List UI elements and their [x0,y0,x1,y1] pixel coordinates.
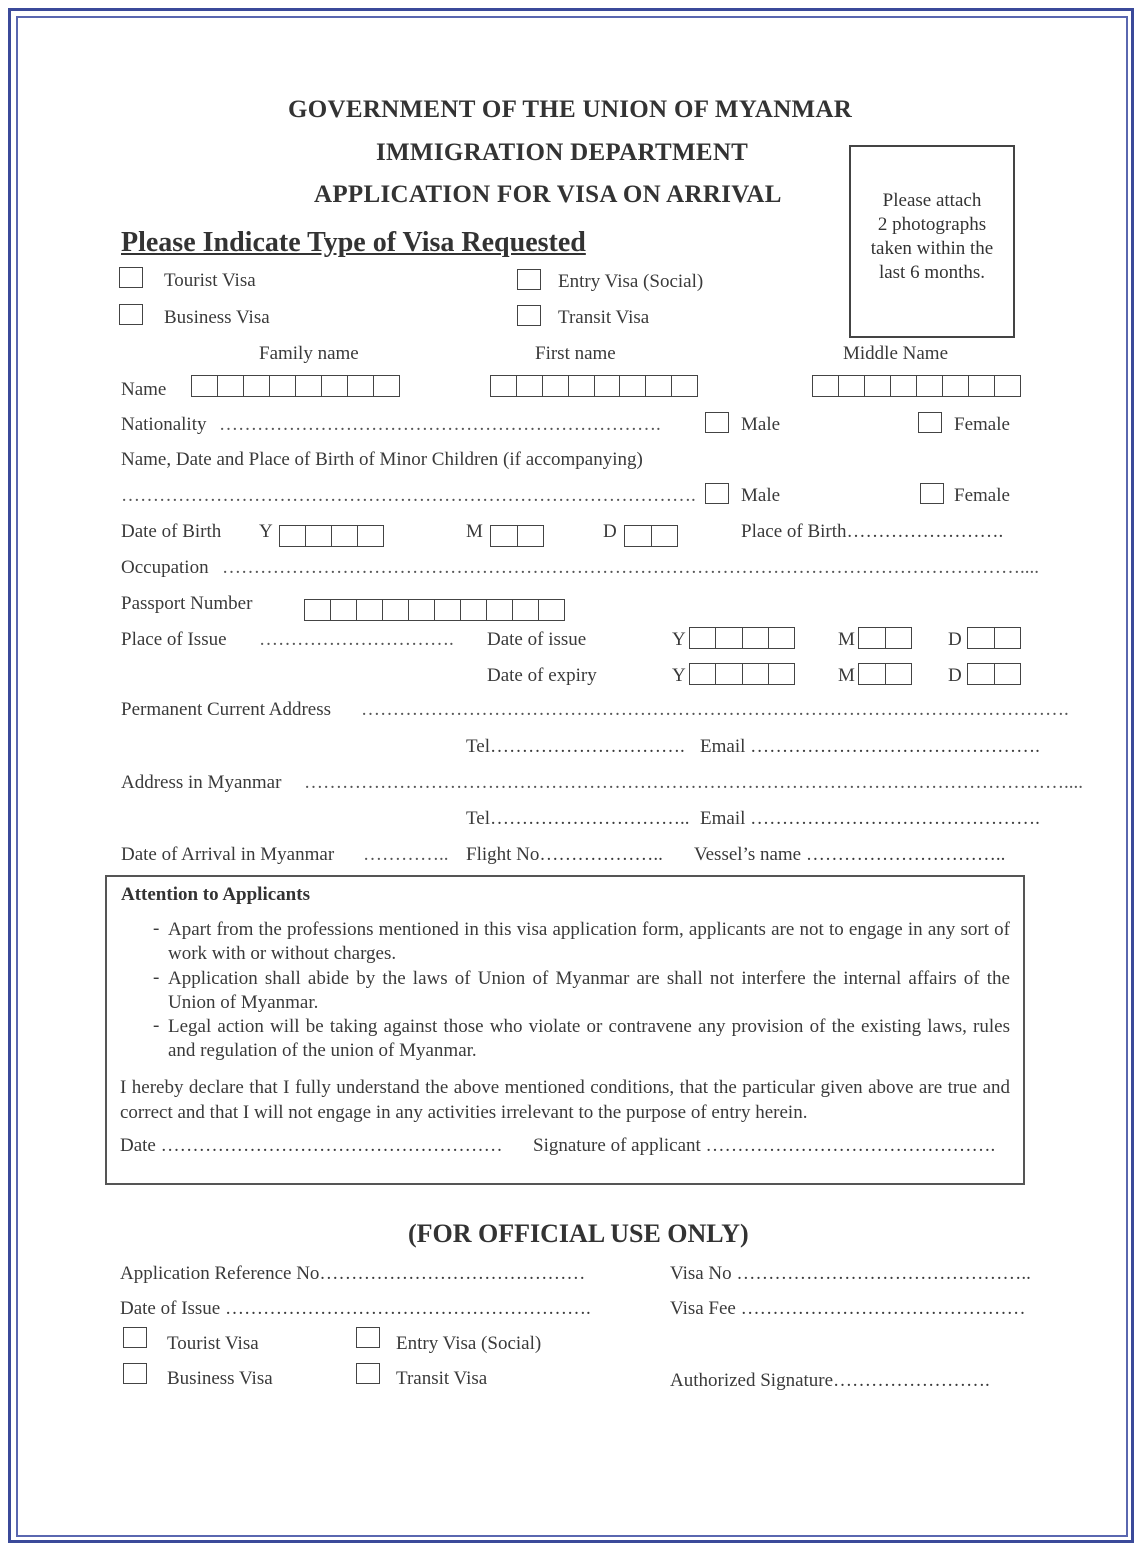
photo-attachment-box[interactable] [849,145,1015,338]
minor-male-checkbox[interactable] [705,483,729,504]
nationality-field[interactable]: ……………………………………………………………. [219,414,661,435]
transit-visa-checkbox[interactable] [517,305,541,326]
minor-female-checkbox[interactable] [920,483,944,504]
minor-female-label: Female [954,485,1010,506]
official-use-title: (FOR OFFICIAL USE ONLY) [408,1219,749,1248]
permanent-address-field[interactable]: …………………………………………………………………………………………………. [361,699,1069,720]
dob-label: Date of Birth [121,521,222,542]
place-of-issue-label: Place of Issue [121,629,227,650]
transit-visa-label: Transit Visa [558,307,650,328]
myanmar-address-label: Address in Myanmar [121,772,282,793]
nationality-label: Nationality [121,414,207,435]
permanent-email-field[interactable]: Email ………………………………………. [700,736,1040,757]
permanent-tel-field[interactable]: Tel…………………………. [466,736,685,757]
attention-bullet: Apart from the professions mentioned in this visa application form, applicants are not to engage in any sort of work with or without charges. [168,919,1010,964]
arrival-date-field[interactable]: ………….. [363,844,449,865]
attention-title: Attention to Applicants [121,884,310,905]
minor-children-field[interactable]: ………………………………………………………………………………. [121,485,696,506]
entry-visa-label: Entry Visa (Social) [558,271,704,292]
family-name-input[interactable] [191,375,400,397]
dob-year-label: Y [259,521,273,542]
declaration-date-field[interactable]: Date ……………………………………………… [120,1135,503,1156]
visa-type-title: Please Indicate Type of Visa Requested [121,227,586,258]
declaration-text: I hereby declare that I fully understand the above mentioned conditions, that the particular given above are true and correct and that I will not engage in any activities irrelevant to the purpose of entry herein. [120,1077,1010,1123]
first-name-input[interactable] [490,375,698,397]
issue-month-label: M [838,629,855,650]
arrival-date-label: Date of Arrival in Myanmar [121,844,335,865]
issue-year-input[interactable] [689,627,795,649]
issue-year-label: Y [672,629,686,650]
dob-year-input[interactable] [279,525,384,547]
official-entry-visa-checkbox[interactable] [356,1327,380,1348]
name-label: Name [121,379,167,400]
first-name-label: First name [535,343,616,364]
dob-day-label: D [603,521,617,542]
business-visa-label: Business Visa [164,307,270,328]
male-label: Male [741,414,781,435]
middle-name-input[interactable] [812,375,1021,397]
photo-note-line: taken within the [870,238,994,259]
attention-bullet: Legal action will be taking against those who violate or contravene any provision of the existing laws, rules and regulation of the union of Myanmar. [168,1016,1010,1061]
official-date-of-issue-field[interactable]: Date of Issue …………………………………………………. [120,1298,591,1319]
official-business-visa-label: Business Visa [167,1368,273,1389]
issue-month-input[interactable] [858,627,912,649]
tourist-visa-checkbox[interactable] [119,267,143,288]
family-name-label: Family name [259,343,359,364]
female-label: Female [954,414,1010,435]
header-department: IMMIGRATION DEPARTMENT [376,139,749,166]
minor-children-label: Name, Date and Place of Birth of Minor Children (if accompanying) [121,449,643,470]
occupation-label: Occupation [121,557,209,578]
dob-month-label: M [466,521,483,542]
attention-bullet: Application shall abide by the laws of Union of Myanmar are shall not interfere the internal affairs of the Union of Myanmar. [168,968,1010,1013]
myanmar-address-field[interactable]: ………………………………………………………………………………………………………….... [304,772,1083,793]
dob-month-input[interactable] [490,525,544,547]
official-entry-visa-label: Entry Visa (Social) [396,1333,542,1354]
expiry-month-input[interactable] [858,663,912,685]
visa-number-field[interactable]: Visa No ……………………………………….. [670,1263,1031,1284]
place-of-issue-field[interactable]: …………………………. [259,629,454,650]
authorized-signature-field[interactable]: Authorized Signature……………………. [670,1370,990,1391]
occupation-field[interactable]: ……………………………………………………………………………………………………………….... [222,557,1039,578]
issue-day-label: D [948,629,962,650]
expiry-year-input[interactable] [689,663,795,685]
permanent-address-label: Permanent Current Address [121,699,332,720]
female-checkbox[interactable] [918,412,942,433]
bullet-dash: - [153,1015,160,1036]
photo-note-line: 2 photographs [877,214,987,235]
expiry-day-input[interactable] [967,663,1021,685]
bullet-dash: - [153,918,160,939]
business-visa-checkbox[interactable] [119,304,143,325]
flight-number-field[interactable]: Flight No……………….. [466,844,663,865]
applicant-signature-field[interactable]: Signature of applicant ………………………………………. [533,1135,996,1156]
middle-name-label: Middle Name [843,343,949,364]
header-government: GOVERNMENT OF THE UNION OF MYANMAR [288,96,853,123]
expiry-day-label: D [948,665,962,686]
bullet-dash: - [153,967,160,988]
official-transit-visa-checkbox[interactable] [356,1363,380,1384]
expiry-year-label: Y [672,665,686,686]
photo-note-line: Please attach [882,190,982,211]
application-reference-field[interactable]: Application Reference No…………………………………… [120,1263,586,1284]
entry-visa-checkbox[interactable] [517,269,541,290]
tourist-visa-label: Tourist Visa [164,270,256,291]
minor-male-label: Male [741,485,781,506]
issue-day-input[interactable] [967,627,1021,649]
date-of-issue-label: Date of issue [487,629,587,650]
date-of-expiry-label: Date of expiry [487,665,597,686]
passport-number-label: Passport Number [121,593,253,614]
myanmar-email-field[interactable]: Email ………………………………………. [700,808,1040,829]
official-transit-visa-label: Transit Visa [396,1368,488,1389]
myanmar-tel-field[interactable]: Tel………………………….. [466,808,690,829]
photo-note-line: last 6 months. [878,262,986,283]
dob-day-input[interactable] [624,525,678,547]
official-business-visa-checkbox[interactable] [123,1363,147,1384]
vessel-name-field[interactable]: Vessel’s name ………………………….. [694,844,1006,865]
passport-number-input[interactable] [304,599,565,621]
official-tourist-visa-label: Tourist Visa [167,1333,259,1354]
male-checkbox[interactable] [705,412,729,433]
place-of-birth-field[interactable]: Place of Birth……………………. [741,521,1004,542]
expiry-month-label: M [838,665,855,686]
header-application: APPLICATION FOR VISA ON ARRIVAL [314,181,782,208]
official-tourist-visa-checkbox[interactable] [123,1327,147,1348]
visa-fee-field[interactable]: Visa Fee ……………………………………… [670,1298,1026,1319]
